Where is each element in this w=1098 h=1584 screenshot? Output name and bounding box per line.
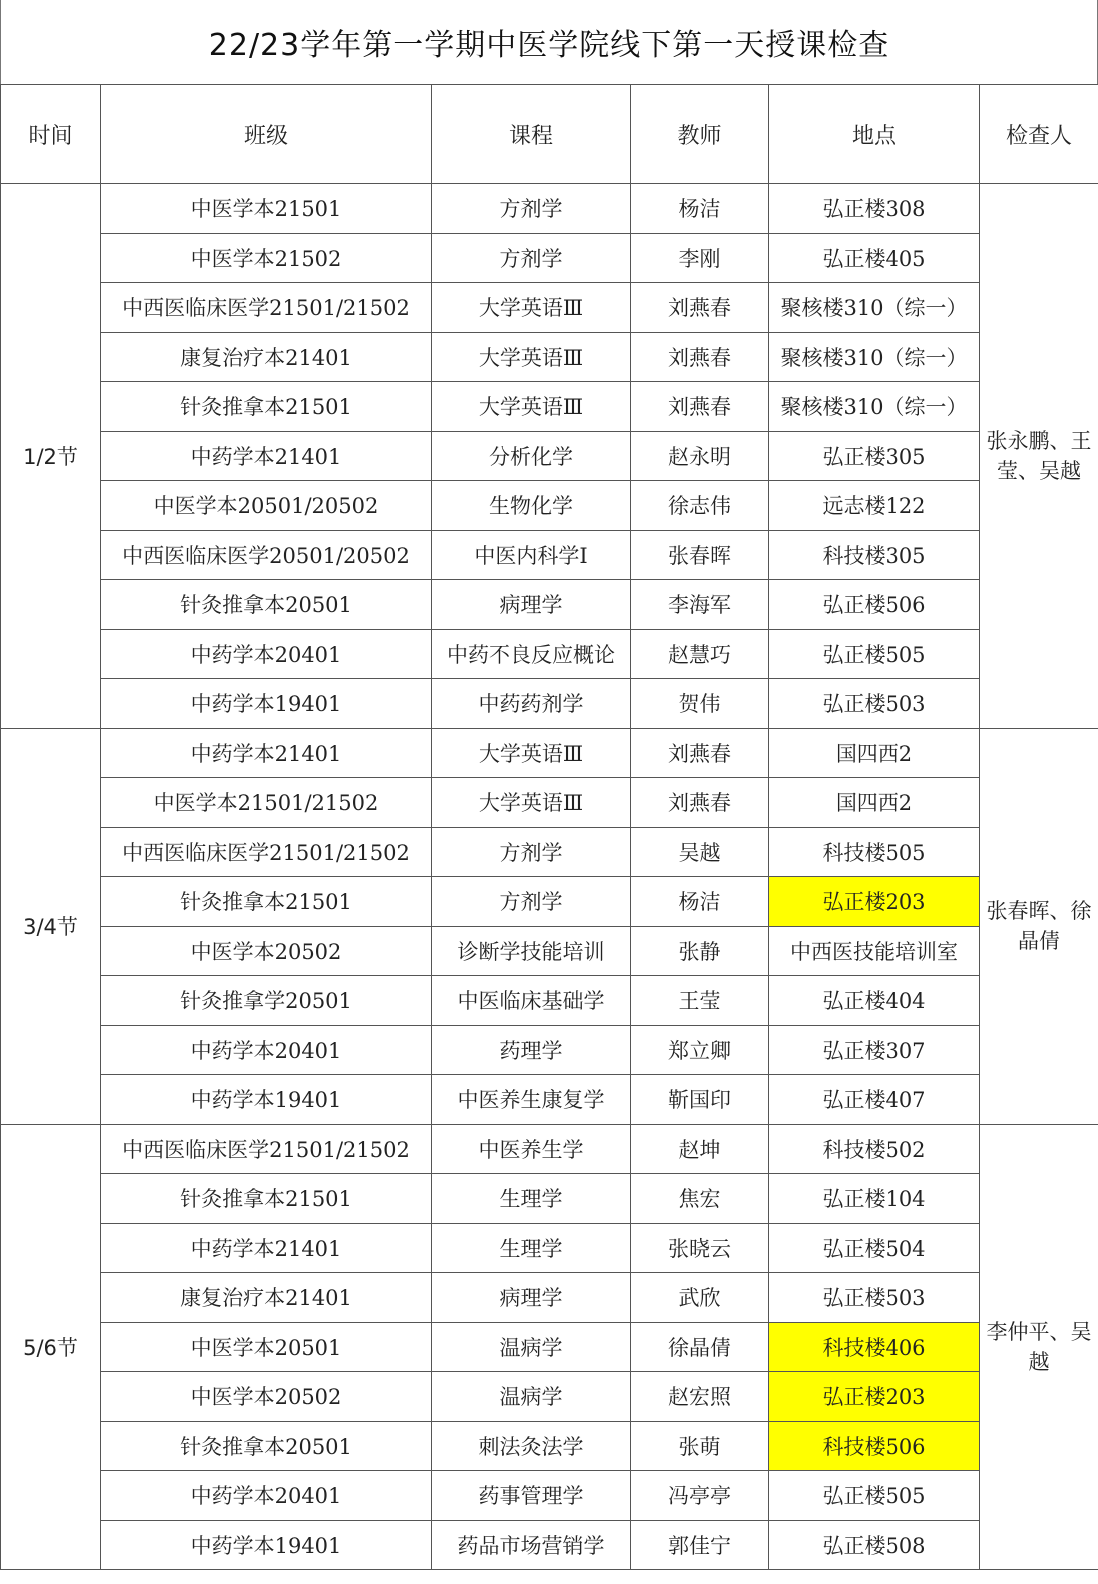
- place-cell[interactable]: 弘正楼503: [769, 1273, 980, 1323]
- course-cell[interactable]: 中医养生康复学: [432, 1075, 631, 1125]
- place-cell[interactable]: 弘正楼405: [769, 233, 980, 283]
- inspector-cell[interactable]: 张春晖、徐晶倩: [980, 728, 1098, 1124]
- place-cell[interactable]: 弘正楼505: [769, 1471, 980, 1521]
- teacher-cell[interactable]: 赵慧巧: [631, 629, 769, 679]
- class-cell[interactable]: 中医学本20501: [101, 1322, 432, 1372]
- course-cell[interactable]: 中医养生学: [432, 1124, 631, 1174]
- teacher-cell[interactable]: 赵宏照: [631, 1372, 769, 1422]
- table-row: [1, 431, 1098, 481]
- class-cell[interactable]: 中西医临床医学21501/21502: [101, 827, 432, 877]
- teacher-cell[interactable]: 武欣: [631, 1273, 769, 1323]
- course-cell[interactable]: 大学英语Ⅲ: [432, 283, 631, 333]
- teacher-cell[interactable]: 张静: [631, 926, 769, 976]
- place-cell[interactable]: 国四西2: [769, 778, 980, 828]
- course-cell[interactable]: 诊断学技能培训: [432, 926, 631, 976]
- place-cell[interactable]: 科技楼502: [769, 1124, 980, 1174]
- course-cell[interactable]: 方剂学: [432, 233, 631, 283]
- class-cell[interactable]: 中药学本20401: [101, 1471, 432, 1521]
- course-cell[interactable]: 生物化学: [432, 481, 631, 531]
- course-cell[interactable]: 中药药剂学: [432, 679, 631, 729]
- header-inspector: 检查人: [980, 85, 1098, 184]
- table-row: [1, 728, 1098, 778]
- table-row: [1, 1075, 1098, 1125]
- table-row: [1, 1421, 1098, 1471]
- table-row: [1, 778, 1098, 828]
- class-cell[interactable]: 中医学本20502: [101, 926, 432, 976]
- course-cell[interactable]: 药理学: [432, 1025, 631, 1075]
- header-teacher: 教师: [631, 85, 769, 184]
- place-cell[interactable]: 弘正楼407: [769, 1075, 980, 1125]
- teacher-cell[interactable]: 徐晶倩: [631, 1322, 769, 1372]
- place-cell[interactable]: 聚核楼310（综一）: [769, 332, 980, 382]
- header-time: 时间: [1, 85, 101, 184]
- teacher-cell[interactable]: 赵永明: [631, 431, 769, 481]
- table-row: [1, 481, 1098, 531]
- table-row: [1, 1372, 1098, 1422]
- place-cell[interactable]: 弘正楼305: [769, 431, 980, 481]
- course-cell[interactable]: 分析化学: [432, 431, 631, 481]
- place-cell[interactable]: 弘正楼404: [769, 976, 980, 1026]
- place-cell[interactable]: 聚核楼310（综一）: [769, 283, 980, 333]
- teacher-cell[interactable]: 靳国印: [631, 1075, 769, 1125]
- course-cell[interactable]: 生理学: [432, 1223, 631, 1273]
- class-cell[interactable]: 中药学本20401: [101, 1025, 432, 1075]
- table-row: [1, 976, 1098, 1026]
- teacher-cell[interactable]: 李海军: [631, 580, 769, 630]
- place-cell[interactable]: 中西医技能培训室: [769, 926, 980, 976]
- session-time-cell[interactable]: 3/4节: [1, 728, 101, 1124]
- place-cell[interactable]: 科技楼506: [769, 1421, 980, 1471]
- teacher-cell[interactable]: 吴越: [631, 827, 769, 877]
- teacher-cell[interactable]: 刘燕春: [631, 283, 769, 333]
- course-cell[interactable]: 大学英语Ⅲ: [432, 728, 631, 778]
- course-cell[interactable]: 病理学: [432, 580, 631, 630]
- teacher-cell[interactable]: 贺伟: [631, 679, 769, 729]
- teacher-cell[interactable]: 张春晖: [631, 530, 769, 580]
- table-row: [1, 926, 1098, 976]
- place-cell[interactable]: 弘正楼104: [769, 1174, 980, 1224]
- class-cell[interactable]: 中西医临床医学21501/21502: [101, 1124, 432, 1174]
- course-cell[interactable]: 方剂学: [432, 827, 631, 877]
- place-cell[interactable]: 弘正楼203: [769, 877, 980, 927]
- place-cell[interactable]: 弘正楼203: [769, 1372, 980, 1422]
- place-cell[interactable]: 科技楼406: [769, 1322, 980, 1372]
- class-cell[interactable]: 中药学本21401: [101, 1223, 432, 1273]
- table-row: [1, 283, 1098, 333]
- table-body: [1, 184, 1098, 1570]
- course-cell[interactable]: 病理学: [432, 1273, 631, 1323]
- place-cell[interactable]: 科技楼305: [769, 530, 980, 580]
- table-row: [1, 1124, 1098, 1174]
- course-cell[interactable]: 方剂学: [432, 877, 631, 927]
- place-cell[interactable]: 弘正楼508: [769, 1520, 980, 1570]
- course-cell[interactable]: 药事管理学: [432, 1471, 631, 1521]
- class-cell[interactable]: 中药学本19401: [101, 679, 432, 729]
- class-cell[interactable]: 中医学本21501/21502: [101, 778, 432, 828]
- table-row: [1, 1322, 1098, 1372]
- table-row: [1, 1223, 1098, 1273]
- place-cell[interactable]: 远志楼122: [769, 481, 980, 531]
- place-cell[interactable]: 弘正楼308: [769, 184, 980, 234]
- place-cell[interactable]: 弘正楼307: [769, 1025, 980, 1075]
- teacher-cell[interactable]: 张晓云: [631, 1223, 769, 1273]
- class-cell[interactable]: 中药学本20401: [101, 629, 432, 679]
- header-row: [1, 85, 1098, 184]
- teacher-cell[interactable]: 郑立卿: [631, 1025, 769, 1075]
- teacher-cell[interactable]: 冯亭亭: [631, 1471, 769, 1521]
- class-cell[interactable]: 针灸推拿本21501: [101, 877, 432, 927]
- class-cell[interactable]: 中西医临床医学21501/21502: [101, 283, 432, 333]
- course-cell[interactable]: 中药不良反应概论: [432, 629, 631, 679]
- course-cell[interactable]: 大学英语Ⅲ: [432, 332, 631, 382]
- teacher-cell[interactable]: 刘燕春: [631, 728, 769, 778]
- class-cell[interactable]: 针灸推拿本20501: [101, 1421, 432, 1471]
- class-cell[interactable]: 中西医临床医学20501/20502: [101, 530, 432, 580]
- class-cell[interactable]: 针灸推拿本21501: [101, 1174, 432, 1224]
- teacher-cell[interactable]: 刘燕春: [631, 382, 769, 432]
- class-cell[interactable]: 中医学本20502: [101, 1372, 432, 1422]
- class-cell[interactable]: 中药学本19401: [101, 1520, 432, 1570]
- session-time-cell[interactable]: 5/6节: [1, 1124, 101, 1570]
- teacher-cell[interactable]: 刘燕春: [631, 332, 769, 382]
- teacher-cell[interactable]: 刘燕春: [631, 778, 769, 828]
- header-place: 地点: [769, 85, 980, 184]
- class-cell[interactable]: 中药学本19401: [101, 1075, 432, 1125]
- class-cell[interactable]: 中医学本21501: [101, 184, 432, 234]
- course-cell[interactable]: 生理学: [432, 1174, 631, 1224]
- teacher-cell[interactable]: 李刚: [631, 233, 769, 283]
- table-row: [1, 580, 1098, 630]
- teacher-cell[interactable]: 徐志伟: [631, 481, 769, 531]
- table-row: [1, 1471, 1098, 1521]
- course-cell[interactable]: 刺法灸法学: [432, 1421, 631, 1471]
- place-cell[interactable]: 弘正楼506: [769, 580, 980, 630]
- schedule-table: [0, 84, 1098, 1570]
- course-cell[interactable]: 中医内科学Ⅰ: [432, 530, 631, 580]
- teacher-cell[interactable]: 王莹: [631, 976, 769, 1026]
- inspector-cell[interactable]: 张永鹏、王莹、吴越: [980, 184, 1098, 729]
- class-cell[interactable]: 中医学本21502: [101, 233, 432, 283]
- header-course: 课程: [432, 85, 631, 184]
- table-row: [1, 1174, 1098, 1224]
- table-row: [1, 530, 1098, 580]
- table-row: [1, 1520, 1098, 1570]
- header-class: 班级: [101, 85, 432, 184]
- teacher-cell[interactable]: 郭佳宁: [631, 1520, 769, 1570]
- course-cell[interactable]: 药品市场营销学: [432, 1520, 631, 1570]
- teacher-cell[interactable]: 杨洁: [631, 184, 769, 234]
- session-time-cell[interactable]: 1/2节: [1, 184, 101, 729]
- class-cell[interactable]: 中药学本21401: [101, 431, 432, 481]
- table-row: [1, 679, 1098, 729]
- course-cell[interactable]: 中医临床基础学: [432, 976, 631, 1026]
- place-cell[interactable]: 弘正楼505: [769, 629, 980, 679]
- place-cell[interactable]: 科技楼505: [769, 827, 980, 877]
- table-row: [1, 233, 1098, 283]
- class-cell[interactable]: 康复治疗本21401: [101, 332, 432, 382]
- course-cell[interactable]: 方剂学: [432, 184, 631, 234]
- class-cell[interactable]: 针灸推拿学20501: [101, 976, 432, 1026]
- table-row: [1, 629, 1098, 679]
- sheet-title: 22/23学年第一学期中医学院线下第一天授课检查: [0, 0, 1098, 84]
- teacher-cell[interactable]: 赵坤: [631, 1124, 769, 1174]
- course-cell[interactable]: 温病学: [432, 1372, 631, 1422]
- class-cell[interactable]: 康复治疗本21401: [101, 1273, 432, 1323]
- place-cell[interactable]: 聚核楼310（综一）: [769, 382, 980, 432]
- table-row: [1, 332, 1098, 382]
- table-row: [1, 382, 1098, 432]
- teacher-cell[interactable]: 焦宏: [631, 1174, 769, 1224]
- table-row: [1, 877, 1098, 927]
- place-cell[interactable]: 弘正楼503: [769, 679, 980, 729]
- course-cell[interactable]: 大学英语Ⅲ: [432, 778, 631, 828]
- teacher-cell[interactable]: 杨洁: [631, 877, 769, 927]
- table-row: [1, 184, 1098, 234]
- inspector-cell[interactable]: 李仲平、吴越: [980, 1124, 1098, 1570]
- table-row: [1, 827, 1098, 877]
- class-cell[interactable]: 中医学本20501/20502: [101, 481, 432, 531]
- class-cell[interactable]: 针灸推拿本20501: [101, 580, 432, 630]
- table-row: [1, 1273, 1098, 1323]
- table-row: [1, 1025, 1098, 1075]
- course-cell[interactable]: 温病学: [432, 1322, 631, 1372]
- place-cell[interactable]: 弘正楼504: [769, 1223, 980, 1273]
- course-cell[interactable]: 大学英语Ⅲ: [432, 382, 631, 432]
- class-cell[interactable]: 中药学本21401: [101, 728, 432, 778]
- class-cell[interactable]: 针灸推拿本21501: [101, 382, 432, 432]
- place-cell[interactable]: 国四西2: [769, 728, 980, 778]
- teacher-cell[interactable]: 张萌: [631, 1421, 769, 1471]
